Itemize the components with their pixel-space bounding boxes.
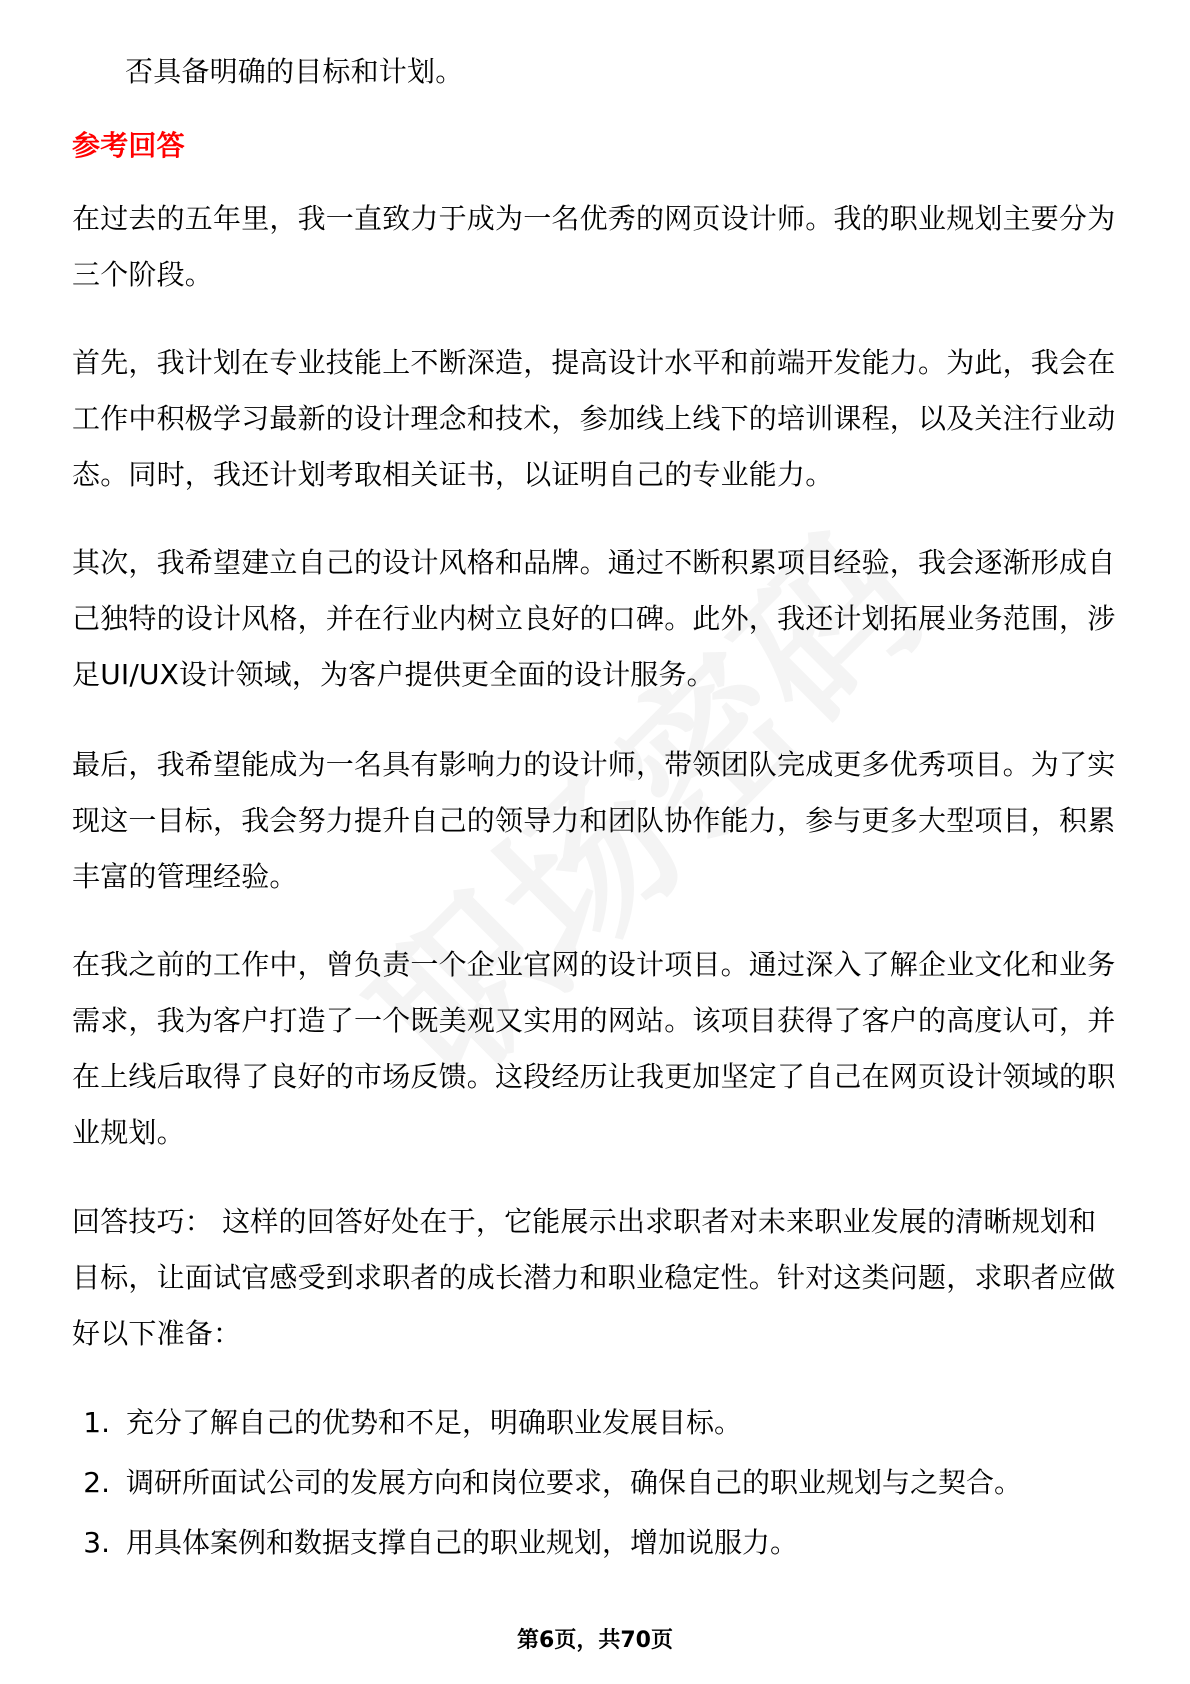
tips-paragraph: 回答技巧： 这样的回答好处在于，它能展示出求职者对未来职业发展的清晰规划和目标，让面试官感受到求职者的成长潜力和职业稳定性。针对这类问题，求职者应做好以下准备： xyxy=(72,1205,1116,1350)
list-item-text: 用具体案例和数据支撑自己的职业规划，增加说服力。 xyxy=(126,1526,799,1559)
list-item xyxy=(72,1453,1122,1513)
section-heading: 参考回答 xyxy=(72,129,185,162)
answer-paragraph-3: 其次，我希望建立自己的设计风格和品牌。通过不断积累项目经验，我会逐渐形成自己独特的设计风格，并在行业内树立良好的口碑。此外，我还计划拓展业务范围，涉足UI/UX设计领域，为客户提供更全面的设计服务。 xyxy=(72,546,1116,691)
answer-paragraph-1: 在过去的五年里，我一直致力于成为一名优秀的网页设计师。我的职业规划主要分为三个阶段。 xyxy=(72,202,1116,291)
list-item-text: 调研所面试公司的发展方向和岗位要求，确保自己的职业规划与之契合。 xyxy=(126,1466,1023,1499)
tips-list xyxy=(72,1393,1122,1573)
page-footer: 第6页，共70页 xyxy=(517,1628,673,1653)
list-item-number: 2. xyxy=(83,1466,110,1499)
answer-paragraph-2: 首先，我计划在专业技能上不断深造，提高设计水平和前端开发能力。为此，我会在工作中积极学习最新的设计理念和技术，参加线上线下的培训课程，以及关注行业动态。同时，我还计划考取相关证书，以证明自己的专业能力。 xyxy=(72,346,1116,491)
answer-paragraph-4: 最后，我希望能成为一名具有影响力的设计师，带领团队完成更多优秀项目。为了实现这一目标，我会努力提升自己的领导力和团队协作能力，参与更多大型项目，积累丰富的管理经验。 xyxy=(72,748,1116,893)
list-item-text: 充分了解自己的优势和不足，明确职业发展目标。 xyxy=(126,1406,743,1439)
list-item xyxy=(72,1393,1122,1453)
answer-paragraph-5: 在我之前的工作中，曾负责一个企业官网的设计项目。通过深入了解企业文化和业务需求，我为客户打造了一个既美观又实用的网站。该项目获得了客户的高度认可，并在上线后取得了良好的市场反馈。这段经历让我更加坚定了自己在网页设计领域的职业规划。 xyxy=(72,948,1116,1149)
list-item-number: 1. xyxy=(83,1406,110,1439)
list-item-number: 3. xyxy=(83,1526,110,1559)
list-item xyxy=(72,1513,1122,1573)
continuation-text: 否具备明确的目标和计划。 xyxy=(125,55,464,88)
